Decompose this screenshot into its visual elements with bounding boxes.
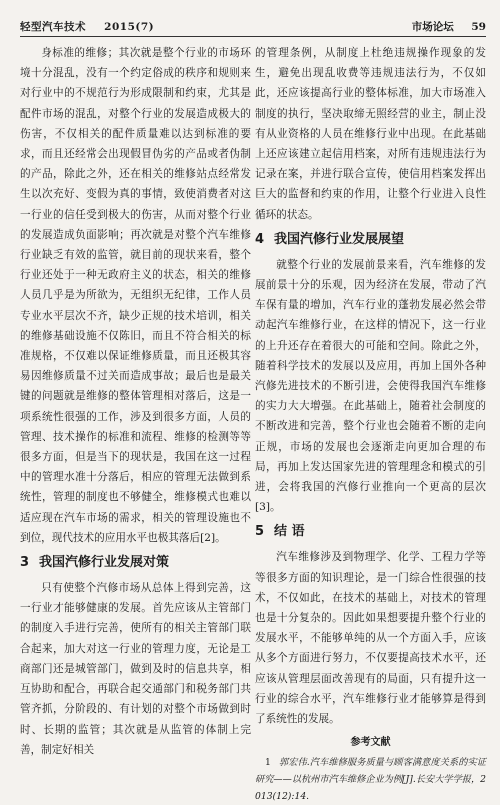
section-4-title: 我国汽修行业发展展望 [274, 231, 405, 247]
section-4-heading [255, 227, 486, 253]
paragraph-conclusion: 汽车维修涉及到物理学、化学、工程力学等等很多方面的知识理论，是一门综合性很强的技术，不仅如此，在技术的基础上，对技术的管理也是十分复杂的。因此如果想要提升整个行业的发展水平，不能够单纯的从一个方面入手，应该从多个方面进行努力，不仅要提高技术水平，还应该从管理层面改善现有的局面，只有提升这一行业的综合水平，汽车维修行业才能够算是得到了系统性的发展。 [255, 551, 486, 726]
section-5-heading [255, 519, 486, 545]
paragraph-outlook: 就整个行业的发展前景来看，汽车维修的发展前景十分的乐观，因为经济在发展，带动了汽车保有量的增加，汽车行业的蓬勃发展必然会带动起汽车维修行业，在这样的情况下，这一行业的上升还存在着很大的可能和空间。除此之外，随着科学技术的发展以及应用，再加上国外各种汽修先进技术的不断引进，会使得我国汽车维修的实力大大增强。在此基础上，随着社会制度的不断改进和完善，整个行业也会随着不断的走向正规，市场的发展也会逐渐走向更加合理的布局，再加上发达国家先进的管理理念和模式的引进，会将我国的汽修行业推向一个更高的层次[3]。 [255, 258, 486, 514]
right-column [255, 43, 486, 805]
header-journal-info [20, 19, 154, 34]
page-header [20, 16, 486, 34]
references-heading: 参考文献 [350, 737, 391, 749]
paragraph-countermeasures: 只有使整个汽修市场从总体上得到完善，这一行业才能够健康的发展。首先应该从主管部门的制度入手进行完善，使所有的相关主管部门联合起来，加大对这一行业的管理力度，无论是工商部门还是城管部门，做到及时的信息共享，相互协助和配合，再联合起交通部门和税务部门共管齐抓，分阶段的、有计划的对整个市场做到时时、长期的监管；其次就是从监管的体制上完善，制定好相关 [20, 582, 251, 756]
section-name: 市场论坛 [411, 21, 454, 33]
section-4-number: 4 [255, 231, 265, 247]
journal-issue: 2015(7) [104, 21, 155, 33]
header-section-info [412, 19, 486, 34]
journal-name: 轻型汽车技术 [20, 21, 86, 33]
section-3-title: 我国汽修行业发展对策 [39, 555, 170, 571]
header-rule [20, 36, 486, 37]
paragraph-regulation: 的管理条例，从制度上杜绝违规操作现象的发生，避免出现乱收费等违规违法行为，不仅如此，还应该提高行业的整体标准，加大市场准入制度的执行，坚决取缔无照经营的业主，制止没有从业资格的人员在维修行业中出现。在此基础上还应该建立起信用档案，对所有违规违法行为记录在案，并进行联合宣传，使信用档案发挥出巨大的监督和约束的作用，让整个行业进入良性循环的状态。 [255, 47, 486, 221]
reference-text: 郭宏伟.汽车维修服务质量与顾客满意度关系的实证研究——以杭州市汽车维修企业为例[J].长安大学学报，2013(12):14. [255, 757, 486, 803]
section-3-number: 3 [20, 555, 30, 571]
section-3-heading [20, 550, 251, 576]
section-5-title: 结 语 [274, 524, 305, 540]
reference-index: 1 [265, 757, 271, 769]
reference-item [255, 754, 486, 805]
paragraph-problems: 身标准的维修；其次就是整个行业的市场环境十分混乱，没有一个约定俗成的秩序和规则来对行业中的不规范行为形成限制和约束，尤其是配件市场的混乱，对整个行业的发展造成极大的伤害，不仅相关的配件质量难以达到标准的要求，而且还经常会出现假冒伪劣的产品或者伪制的产品，除此之外，还在相关的维修站点经常发生以次充好、变假为真的事情，致使消费者对这一行业的信任受到极大的伤害，从而对整个行业的发展造成负面影响；再次就是对整个汽车维修行业缺乏有效的监管，就目前的现状来看，整个行业还处于一种无政府主义的状态，相关的维修人员几乎是为所欲为，无组织无纪律，工作人员专业水平层次不齐，缺少正规的技术培训，相关的维修基础设施不仅陈旧，而且不符合相关的标准规格，不仅难以保证维修质量，而且还极其容易因维修质量不过关而造成事故；最后也是最关键的问题就是维修的整体管理相对落后，这是一项系统性很强的工作，涉及到很多方面，人员的管理、技术操作的标准和流程、维修的检测等等很多方面，但是当下的现状是，我国在这一过程中的管理水准十分落后，相应的管理无法做到系统性，管理的制度也不够健全，维修模式也难以适应现在汽车市场的需求，相关的管理设施也不到位，现代技术的应用水平也极其落后[2]。 [20, 47, 251, 544]
page-number: 59 [471, 21, 486, 33]
section-5-number: 5 [255, 524, 265, 540]
article-columns [20, 43, 486, 805]
left-column [20, 43, 251, 805]
